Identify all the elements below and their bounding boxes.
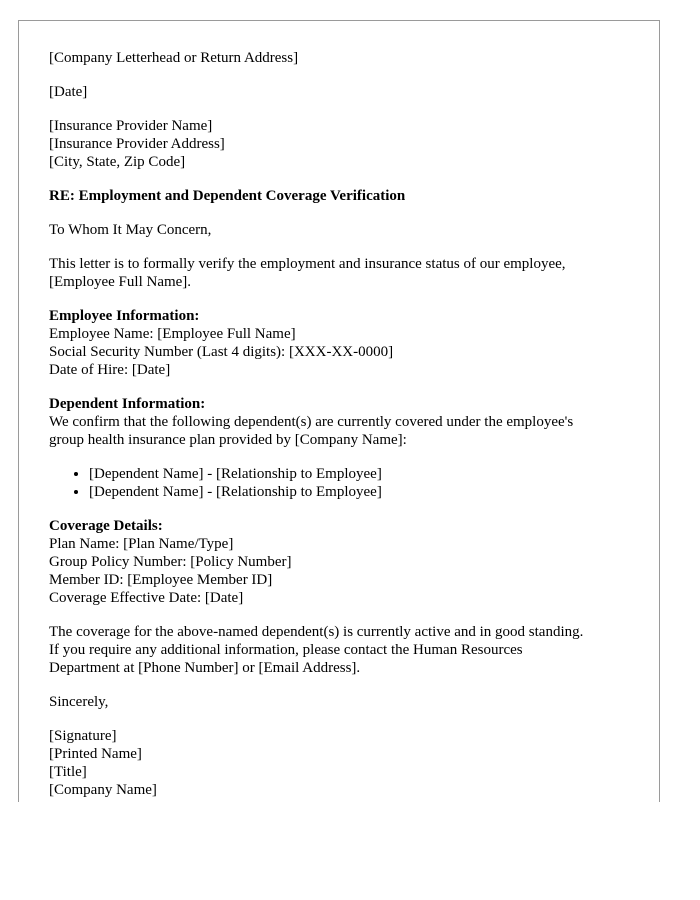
employee-info-heading: Employee Information: (49, 308, 200, 324)
closing-paragraph (49, 623, 629, 677)
signer-title: [Title] (49, 764, 87, 780)
dependent-list (49, 465, 629, 501)
employee-hire-date-line: Date of Hire: [Date] (49, 362, 171, 378)
closing-line-3: Department at [Phone Number] or [Email Address]. (49, 660, 361, 676)
member-id-line: Member ID: [Employee Member ID] (49, 572, 273, 588)
signature-placeholder: [Signature] (49, 728, 117, 744)
dependent-info-section (49, 395, 629, 501)
recipient-name: [Insurance Provider Name] (49, 118, 213, 134)
letter-page (18, 20, 660, 802)
dependent-list-item: • [Dependent Name] - [Relationship to Employee] (89, 483, 629, 501)
dependent-list-item: • [Dependent Name] - [Relationship to Employee] (89, 465, 629, 483)
closing-line-1: The coverage for the above-named dependent(s) is currently active and in good standing. (49, 624, 584, 640)
letterhead: [Company Letterhead or Return Address] (49, 50, 299, 66)
salutation: To Whom It May Concern, (49, 222, 212, 238)
employee-name-line: Employee Name: [Employee Full Name] (49, 326, 296, 342)
recipient-street: [Insurance Provider Address] (49, 136, 225, 152)
effective-date-line: Coverage Effective Date: [Date] (49, 590, 244, 606)
signature-block (49, 727, 629, 799)
coverage-details-section (49, 517, 629, 607)
letter-date: [Date] (49, 84, 88, 100)
plan-name-line: Plan Name: [Plan Name/Type] (49, 536, 234, 552)
dependent-info-heading: Dependent Information: (49, 396, 206, 412)
employee-info-section (49, 307, 629, 379)
salutation-block (49, 221, 629, 239)
dependent-info-text-2: group health insurance plan provided by [Company Name]: (49, 432, 407, 448)
letterhead-block (49, 49, 629, 67)
intro-paragraph: This letter is to formally verify the employment and insurance status of our employee, [Employee Full Name]. (49, 256, 566, 290)
signer-company: [Company Name] (49, 782, 157, 798)
printed-name: [Printed Name] (49, 746, 142, 762)
subject-line: RE: Employment and Dependent Coverage Verification (49, 188, 406, 204)
recipient-address (49, 117, 629, 171)
signoff: Sincerely, (49, 694, 109, 710)
signoff-block (49, 693, 629, 711)
coverage-details-heading: Coverage Details: (49, 518, 163, 534)
employee-ssn-line: Social Security Number (Last 4 digits): [XXX-XX-0000] (49, 344, 394, 360)
recipient-city-state-zip: [City, State, Zip Code] (49, 154, 186, 170)
subject-block (49, 187, 629, 205)
closing-line-2: If you require any additional information, please contact the Human Resources (49, 642, 523, 658)
policy-number-line: Group Policy Number: [Policy Number] (49, 554, 292, 570)
dependent-info-text-1: We confirm that the following dependent(s) are currently covered under the employee's (49, 414, 574, 430)
date-block (49, 83, 629, 101)
